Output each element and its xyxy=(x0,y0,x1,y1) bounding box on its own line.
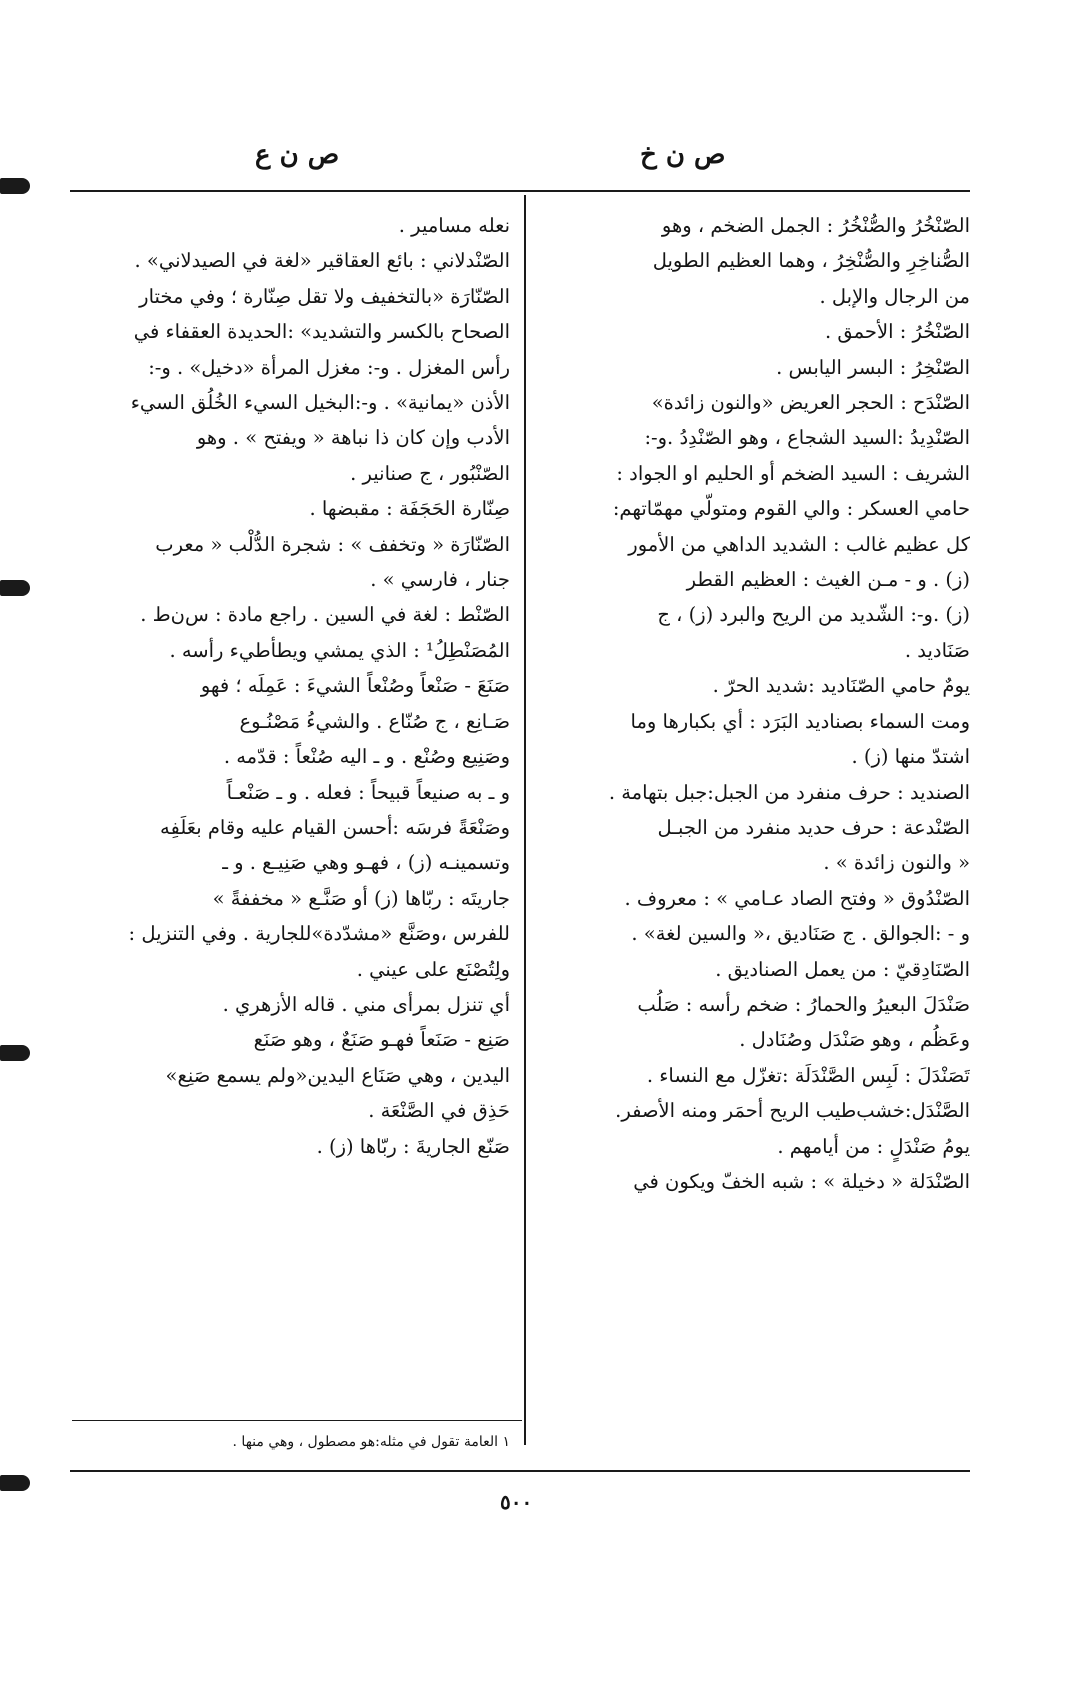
text-line: الصَّنْدَل:خشب‌طيب الريح أحمَر ومنه الأصفر. xyxy=(615,1099,970,1123)
text-line: الأذن «يمانية» . و-:البخيل السيء الخُلُق السيء xyxy=(130,391,510,415)
top-rule xyxy=(70,190,970,192)
text-line: الصّنْط : لغة في السين . راجع مادة : س‌ن‌ط . xyxy=(140,603,510,627)
text-line: (ز) .و-: الشّديد من الريح والبرد (ز) ، ج xyxy=(657,603,970,627)
bottom-rule xyxy=(70,1470,970,1472)
right-column xyxy=(540,208,970,1199)
footnote: ١ العامة تقول في مثله:هو مصطول ، وهي منها . xyxy=(232,1434,510,1450)
text-line: يومٌ حامي الصّنَاديد :شديد الحرّ . xyxy=(712,674,970,698)
scan-mark xyxy=(0,580,30,596)
scan-mark xyxy=(0,178,30,194)
text-line: صَنَعَ - صَنْعاً وصُنْعاً الشيءَ : عَمِلَه ؛ فهو xyxy=(200,674,510,698)
text-line: كل عظيم غالب : الشديد الداهي من الأمور xyxy=(628,532,970,556)
scan-mark xyxy=(0,1045,30,1061)
page-number: ٥٠٠ xyxy=(500,1490,533,1514)
text-line: وتسمينـه (ز) ، فهـو وهي صَنِيـع . و ـ xyxy=(222,851,510,875)
text-line: أي تنزل بمرأى مني . قاله الأزهري . xyxy=(222,992,510,1016)
header-right: ص ن خ xyxy=(640,140,726,170)
text-line: الصّنْدَلة « دخيلة » : شبه الخفّ ويكون في xyxy=(633,1169,970,1193)
text-line: صَنْدَلَ البعيرُ والحمارُ : ضخم رأسه : صَلُب xyxy=(637,992,970,1016)
text-line: صَنِع - صَنَعاً فهـو صَنَعٌ ، وهو صَنَع xyxy=(253,1028,510,1052)
text-line: و - :الجوالق . ج صَنَاديق ،« والسين لغة» . xyxy=(631,922,970,946)
text-line: (ز) . و - مـن الغيث : العظيم القطر xyxy=(686,568,970,592)
text-line: الأدب وإن كان ذا نباهة « ويفتح » . وهو xyxy=(196,426,510,450)
text-line: صِنّارة الحَجَفَة : مقبضها . xyxy=(309,497,510,521)
text-line: « والنون زائدة » . xyxy=(823,851,970,875)
text-line: الصّنّارَة « وتخفف » : شجرة الدُّلْب « معرب xyxy=(155,532,510,556)
text-line: ومت السماء بصناديد البَرَد : أي بكبارها وما xyxy=(630,709,970,733)
text-line: يومُ صَنْدَلٍ : من أيامهم . xyxy=(777,1134,970,1158)
column-divider xyxy=(524,195,526,1445)
text-line: المُصَنْطِلُ¹ : الذي يمشي ويطأطيء رأسه . xyxy=(169,638,510,662)
text-line: وعَظُم ، وهو صَنْدَل وصُنَادل . xyxy=(739,1028,970,1052)
text-line: صَـانِع ، ج صُنّاع . والشيءُ مَصْنُـوع xyxy=(239,709,510,733)
header-left: ص ن ع xyxy=(255,140,340,170)
text-line: الصّنْخُرُ والصُّنْخُرُ : الجمل الضخم ، وهو xyxy=(661,214,970,237)
scan-mark xyxy=(0,1475,30,1491)
text-line: الصّنْخِرُ : البسر اليابس . xyxy=(776,355,970,379)
text-line: الصّنَادِقيّ : من يعمل الصناديق . xyxy=(715,957,970,981)
text-line: ولِتُصْنَع على عيني . xyxy=(356,957,510,981)
text-line: الصّنْدُوق « وفتح الصاد عـامي » : معروف . xyxy=(624,886,970,910)
text-line: اليدين ، وهي صَنَاع اليدين«ولم يسمع صَنِع» xyxy=(165,1063,510,1087)
text-line: حامي العسكر : والي القوم ومتولّي مهمّاتهم: xyxy=(612,497,970,521)
text-line: تَصَنْدَلَ : لَبِس الصَّنْدَلَة :تغزّل مع النساء . xyxy=(646,1063,970,1087)
text-line: الصّنْدَح : الحجر العريض «والنون زائدة» xyxy=(651,391,970,415)
text-line: وصَنْعَةً فرسَه :أحسن القيام عليه وقام بعَلَفِه xyxy=(160,815,510,839)
footnote-rule xyxy=(72,1420,522,1421)
text-line: من الرجال والإبل . xyxy=(819,284,970,308)
text-line: رأس المغزل . و-: مغزل المرأة «دخيل» . و-: xyxy=(148,355,510,379)
text-line: و ـ به صنيعاً قبيحاً : فعله . و ـ صَنْعـاً xyxy=(226,780,510,804)
text-line: للفرس ،وصَنَّع «مشدّدة»للجارية . وفي التنزيل : xyxy=(128,922,510,946)
text-line: اشتدّ منها (ز) . xyxy=(851,745,970,769)
text-line: جنار ، فارسي » . xyxy=(370,568,510,592)
text-line: صَنّع الجاريةَ : ربّاها (ز) . xyxy=(316,1134,510,1158)
text-line: الصنديد : حرف منفرد من الجبل:جبل بتهامة . xyxy=(608,780,970,804)
text-line: وصَنِيع وصُنْع . و ـ اليه صُنْعاً : قدّمه . xyxy=(223,745,510,769)
text-line: الصّنْدلاني : بائع العقاقير «لغة في الصيدلاني» . xyxy=(134,249,510,273)
text-line: الصحاح بالكسر والتشديد» :الحديدة العقفاء في xyxy=(133,320,510,344)
text-line: الصّنّارَة «بالتخفيف ولا تقل صِنّارة ؛ وفي مختار xyxy=(139,284,510,308)
text-line: الشريف : السيد الضخم أو الحليم او الجواد : xyxy=(616,461,970,485)
left-column xyxy=(80,208,510,1164)
text-line: الصّنْدِيدُ :السيد الشجاع ، وهو الصّنْدِدُ .و-: xyxy=(644,426,970,450)
text-line: نعله مسامير . xyxy=(398,214,510,237)
text-line: حَذِق في الصَّنْعَة . xyxy=(368,1099,510,1123)
text-line: الصّنْدعة : حرف حديد منفرد من الجبـل xyxy=(657,815,970,839)
text-line: الصُّناخِرِ والصُّنْخِرُ ، وهما العظيم الطويل xyxy=(652,249,970,273)
text-line: الصّنْخُرُ : الأحمق . xyxy=(825,320,970,344)
text-line: صَنَاديد . xyxy=(904,638,970,662)
text-line: جاريتَه : ربّاها (ز) أو صَنَّـع « مخففةً » xyxy=(212,886,510,910)
text-line: الصّنْبُور ، ج صنانير . xyxy=(350,461,510,485)
